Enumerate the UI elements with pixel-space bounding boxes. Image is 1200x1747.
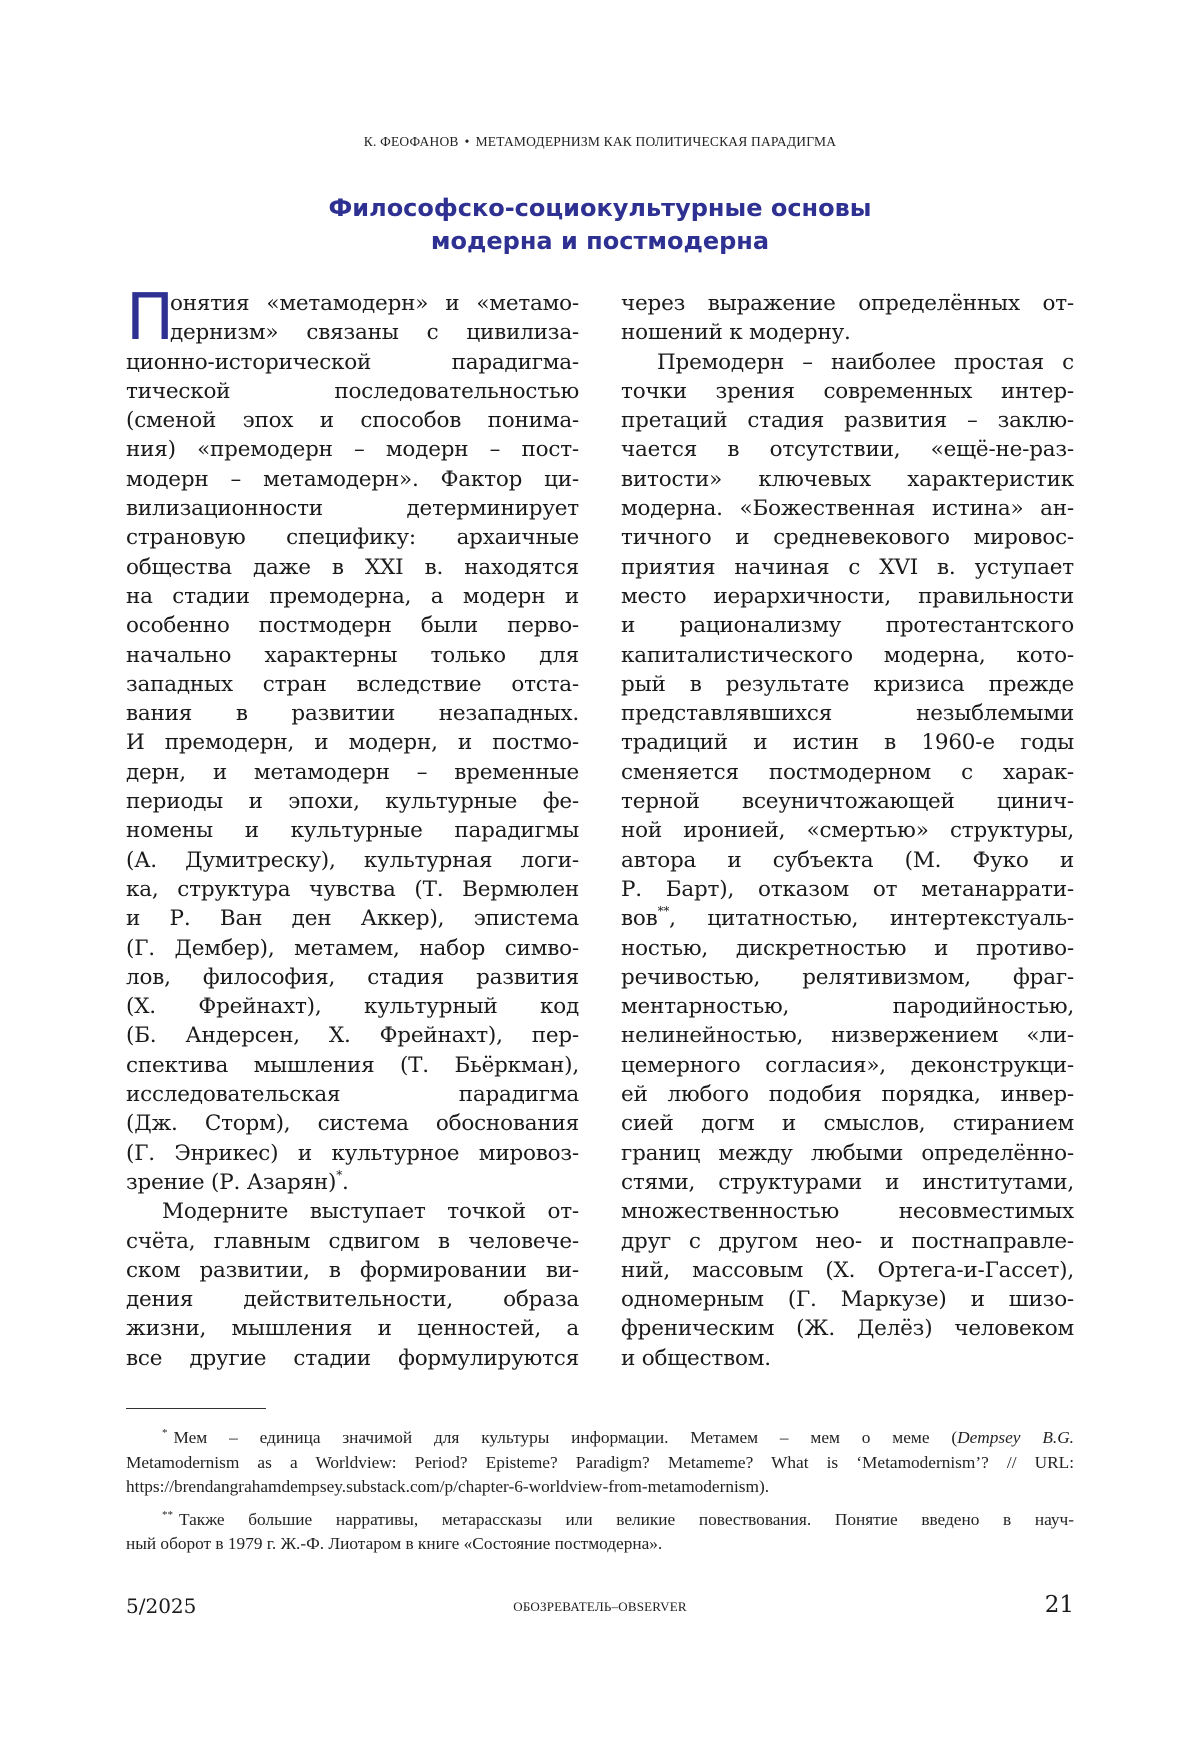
- body-line: дения действительности, образа: [126, 1285, 579, 1314]
- body-line: особенно постмодерн были перво-: [126, 611, 579, 640]
- body-line: страновую специфику: архаичные: [126, 523, 579, 552]
- body-line: модерн – метамодерн». Фактор ци-: [126, 465, 579, 494]
- body-line: (сменой эпох и способов понима-: [126, 406, 579, 435]
- body-line: онятия «метамодерн» и «метамо-: [126, 289, 579, 318]
- body-line: границ между любыми определённо-: [621, 1139, 1074, 1168]
- page-footer: [126, 1594, 1074, 1620]
- body-line: ностью, дискретностью и противо-: [621, 934, 1074, 963]
- body-line: вилизационности детерминирует: [126, 494, 579, 523]
- footnote-1-url[interactable]: https://brendangrahamdempsey.substack.com/p/chapter-6-worldview-from-metamodernism).: [126, 1475, 1074, 1500]
- footnote-2: [126, 1508, 1074, 1533]
- body-line: начально характерны только для: [126, 641, 579, 670]
- running-head-article-title: МЕТАМОДЕРНИЗМ КАК ПОЛИТИЧЕСКАЯ ПАРАДИГМА: [476, 134, 837, 149]
- body-line-paragraph-end: зрение (Р. Азарян)*.: [126, 1168, 579, 1197]
- body-line: френическим (Ж. Делёз) человеком: [621, 1314, 1074, 1343]
- footnote-marker-2: **: [162, 1509, 173, 1521]
- body-line: все другие стадии формулируются: [126, 1344, 579, 1373]
- section-title: [0, 192, 1200, 258]
- body-line-text: зрение (Р. Азарян): [126, 1170, 336, 1195]
- body-line: чается в отсутствии, «ещё-не-раз-: [621, 435, 1074, 464]
- footnote-reference-1[interactable]: *: [336, 1168, 342, 1182]
- body-line: исследовательская парадигма: [126, 1080, 579, 1109]
- body-line: ной иронией, «смертью» структуры,: [621, 816, 1074, 845]
- body-line: жизни, мышления и ценностей, а: [126, 1314, 579, 1343]
- footnote-1-text: Мем – единица значимой для культуры информации. Метамем – мем о меме (: [174, 1428, 958, 1447]
- body-line: точки зрения современных интер-: [621, 377, 1074, 406]
- footnote-marker-1: *: [162, 1427, 168, 1439]
- body-line-paragraph-end: и обществом.: [621, 1344, 1074, 1373]
- footnote-1: [126, 1426, 1074, 1451]
- body-line: (Х. Фрейнахт), культурный код: [126, 992, 579, 1021]
- body-line: ний, массовым (Х. Ортега-и-Гассет),: [621, 1256, 1074, 1285]
- body-line: стями, структурами и институтами,: [621, 1168, 1074, 1197]
- body-line-text: вов: [621, 906, 658, 931]
- body-line: дерн, и метамодерн – временные: [126, 758, 579, 787]
- body-line: тической последовательностью: [126, 377, 579, 406]
- body-line: западных стран вследствие отста-: [126, 670, 579, 699]
- body-line-with-footnote: [621, 904, 1074, 933]
- left-column: [126, 289, 579, 1373]
- body-line: лов, философия, стадия развития: [126, 963, 579, 992]
- body-line: нелинейностью, низвержением «ли-: [621, 1021, 1074, 1050]
- body-line: ния) «премодерн – модерн – пост-: [126, 435, 579, 464]
- section-title-line-2: модерна и постмодерна: [0, 225, 1200, 258]
- body-line: (Б. Андерсен, Х. Фрейнахт), пер-: [126, 1021, 579, 1050]
- body-line: счёта, главным сдвигом в человече-: [126, 1227, 579, 1256]
- body-line: на стадии премодерна, а модерн и: [126, 582, 579, 611]
- body-line: ском развитии, в формировании ви-: [126, 1256, 579, 1285]
- body-line: речивостью, релятивизмом, фраг-: [621, 963, 1074, 992]
- body-line: ционно-исторической парадигма-: [126, 348, 579, 377]
- section-title-line-1: Философско-социокультурные основы: [0, 192, 1200, 225]
- body-line-paragraph-end: ношений к модерну.: [621, 318, 1074, 347]
- body-line-paragraph-start: Премодерн – наиболее простая с: [621, 348, 1074, 377]
- running-head: [0, 134, 1200, 150]
- body-line: И премодерн, и модерн, и постмо-: [126, 728, 579, 757]
- body-line: приятия начиная с XVI в. уступает: [621, 553, 1074, 582]
- body-line: модерна. «Божественная истина» ан-: [621, 494, 1074, 523]
- body-line: рый в результате кризиса прежде: [621, 670, 1074, 699]
- dropcap: П: [126, 289, 174, 347]
- right-column: [621, 289, 1074, 1373]
- body-line: через выражение определённых от-: [621, 289, 1074, 318]
- body-line-paragraph-start: Модерните выступает точкой от-: [126, 1197, 579, 1226]
- body-line: множественностью несовместимых: [621, 1197, 1074, 1226]
- body-line-tail: , цитатностью, интертекстуаль-: [669, 906, 1074, 931]
- body-line: ментарностью, пародийностью,: [621, 992, 1074, 1021]
- issue-number: 5/2025: [126, 1594, 196, 1618]
- body-line: друг с другом нео- и постнаправле-: [621, 1227, 1074, 1256]
- body-line: (Г. Дембер), метамем, набор симво-: [126, 934, 579, 963]
- body-line: традиций и истин в 1960-е годы: [621, 728, 1074, 757]
- body-line: периоды и эпохи, культурные фе-: [126, 787, 579, 816]
- body-line: капиталистического модерна, кото-: [621, 641, 1074, 670]
- body-line: автора и субъекта (М. Фуко и: [621, 846, 1074, 875]
- body-line: и рационализму протестантского: [621, 611, 1074, 640]
- body-line: тичного и средневекового мировос-: [621, 523, 1074, 552]
- body-line: и Р. Ван ден Аккер), эпистема: [126, 904, 579, 933]
- body-line: сменяется постмодерном с харак-: [621, 758, 1074, 787]
- body-line: общества даже в XXI в. находятся: [126, 553, 579, 582]
- footnote-2-line-2: ный оборот в 1979 г. Ж.-Ф. Лиотаром в книге «Состояние постмодерна».: [126, 1532, 1074, 1557]
- journal-name: ОБОЗРЕВАТЕЛЬ–OBSERVER: [126, 1599, 1074, 1615]
- body-line: спектива мышления (Т. Бьёркман),: [126, 1051, 579, 1080]
- body-line: одномерным (Г. Маркузе) и шизо-: [621, 1285, 1074, 1314]
- footnote-2-text: Также большие нарративы, метарассказы или великие повествования. Понятие введено в науч-: [179, 1510, 1074, 1529]
- footnote-1-author: Dempsey B.G.: [957, 1428, 1074, 1447]
- page-number: 21: [1045, 1592, 1074, 1618]
- footnote-reference-2[interactable]: **: [658, 904, 670, 918]
- body-line: ка, структура чувства (Т. Вермюлен: [126, 875, 579, 904]
- body-line: вания в развитии незападных.: [126, 699, 579, 728]
- body-line: терной всеуничтожающей цинич-: [621, 787, 1074, 816]
- body-line: Р. Барт), отказом от метанаррати-: [621, 875, 1074, 904]
- footnote-divider: [126, 1408, 266, 1409]
- body-line: номены и культурные парадигмы: [126, 816, 579, 845]
- running-head-author: К. ФЕОФАНОВ: [364, 134, 459, 149]
- body-line: витости» ключевых характеристик: [621, 465, 1074, 494]
- body-line: (Г. Энрикес) и культурное мировоз-: [126, 1139, 579, 1168]
- body-line: цемерного согласия», деконструкци-: [621, 1051, 1074, 1080]
- footnote-1-line-2: Metamodernism as a Worldview: Period? Episteme? Paradigm? Metameme? What is ‘Metamodernism’? // URL:: [126, 1451, 1074, 1476]
- body-line: (А. Думитреску), культурная логи-: [126, 846, 579, 875]
- running-head-separator: •: [465, 134, 470, 150]
- body-line: претаций стадия развития – заклю-: [621, 406, 1074, 435]
- body-line: представлявшихся незыблемыми: [621, 699, 1074, 728]
- body-line: ей любого подобия порядка, инвер-: [621, 1080, 1074, 1109]
- footnotes: [126, 1426, 1074, 1557]
- body-line: (Дж. Сторм), система обоснования: [126, 1109, 579, 1138]
- body-line: дернизм» связаны с цивилиза-: [126, 318, 579, 347]
- footnote-gap: [126, 1500, 1074, 1508]
- body-line: сией догм и смыслов, стиранием: [621, 1109, 1074, 1138]
- body-line: место иерархичности, правильности: [621, 582, 1074, 611]
